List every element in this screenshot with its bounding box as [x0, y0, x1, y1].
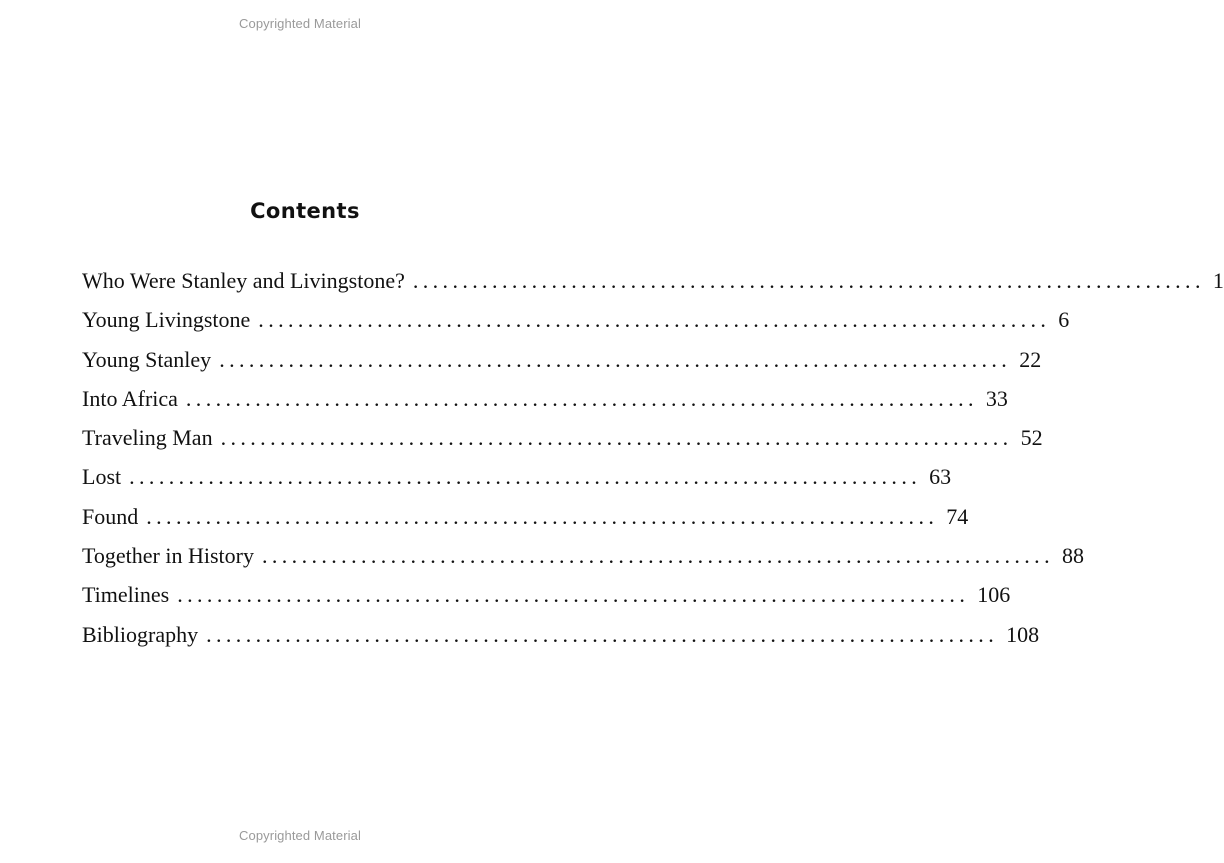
toc-leader-dots: ................................................................................: [177, 582, 970, 608]
toc-leader-dots: ................................................................................: [220, 425, 1013, 451]
toc-entry: [82, 462, 952, 501]
toc-entry: [82, 305, 1070, 344]
toc-entry-title: Young Livingstone: [82, 307, 251, 333]
toc-entry-title: Together in History: [82, 543, 254, 569]
toc-leader-dots: ................................................................................: [261, 543, 1054, 569]
toc-entry-title: Lost: [82, 464, 122, 490]
toc-entry: [82, 384, 1008, 423]
toc-entry-title: Young Stanley: [82, 346, 212, 372]
toc-leader-dots: ................................................................................: [146, 503, 939, 529]
toc-leader-dots: ................................................................................: [129, 464, 922, 490]
toc-entry-page: 33: [985, 385, 1008, 411]
toc-entry-page: 74: [946, 503, 969, 529]
copyright-watermark-bottom: Copyrighted Material: [239, 828, 361, 843]
toc-entry: [82, 423, 1043, 462]
toc-entry-title: Timelines: [82, 582, 170, 608]
toc-entry-page: 63: [929, 464, 952, 490]
toc-entry-title: Who Were Stanley and Livingstone?: [82, 268, 405, 293]
toc-entry-title: Traveling Man: [82, 425, 213, 451]
toc-entry: [82, 541, 1084, 580]
toc-entry-page: 22: [1019, 346, 1042, 372]
toc-leader-dots: ................................................................................: [258, 307, 1051, 333]
page-title: Contents: [250, 199, 360, 223]
toc-leader-dots: ................................................................................: [185, 385, 978, 411]
toc-entry-page: 88: [1061, 543, 1084, 569]
toc-entry-page: 1: [1212, 268, 1224, 293]
toc-entry-title: Bibliography: [82, 621, 199, 647]
copyright-watermark-top: Copyrighted Material: [239, 16, 361, 31]
toc-entry-page: 108: [1006, 621, 1040, 647]
toc-entry: [82, 502, 969, 541]
toc-entry-page: 106: [977, 582, 1011, 608]
toc-leader-dots: ................................................................................: [412, 268, 1205, 293]
toc-entry: [82, 580, 1011, 619]
toc-leader-dots: ................................................................................: [206, 621, 999, 647]
toc-entry: [82, 620, 1040, 659]
toc-entry: [82, 266, 1224, 305]
toc-entry-page: 6: [1058, 307, 1070, 333]
toc-entry-page: 52: [1020, 425, 1043, 451]
toc-entry: [82, 345, 1042, 384]
toc-leader-dots: ................................................................................: [219, 346, 1012, 372]
toc-entry-title: Into Africa: [82, 385, 178, 411]
toc-entry-title: Found: [82, 503, 139, 529]
table-of-contents: [82, 266, 1224, 659]
